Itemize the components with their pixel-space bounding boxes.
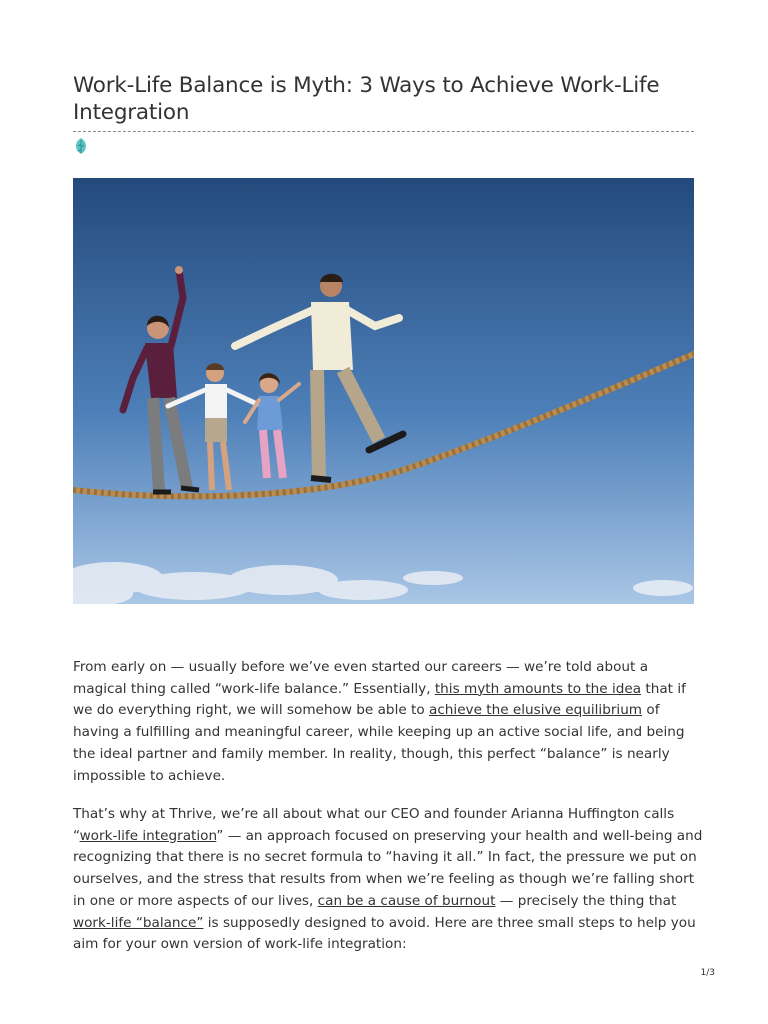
paragraph-text: — precisely the thing that xyxy=(495,892,677,909)
article-title: Work-Life Balance is Myth: 3 Ways to Achieve Work-Life Integration xyxy=(73,73,660,125)
intro-paragraph xyxy=(73,657,703,787)
hero-image xyxy=(73,178,694,604)
paragraph-text: ” — an approach focused on preserving your health and well-being and recognizing that there is no secret formula to “having it all.” In fact, the pressure we put on ourselves, and the stress that results from when we’re feeling as though we’re falling short in one or more aspects of our lives, xyxy=(73,827,703,909)
paragraph-text: From early on — usually before we’ve even started our careers — we’re told about a magical thing called “work-life balance.” Essentially, xyxy=(73,659,649,697)
thrive-leaf-icon xyxy=(73,137,89,155)
paragraph-text: that if we do everything right, we will somehow be able to xyxy=(73,680,686,719)
paragraph-text: of having a fulfilling and meaningful career, while keeping up an active social life, and being the ideal partner and family member. In reality, though, this perfect “balance” is nearly impossible to achieve. xyxy=(73,702,685,784)
paragraph-text: is supposedly designed to avoid. Here are three small steps to help you aim for your own version of work-life integration: xyxy=(73,914,696,953)
paragraph-text: That’s why at Thrive, we’re all about what our CEO and founder Arianna Huffington calls “ xyxy=(73,806,675,844)
equilibrium-link[interactable]: achieve the elusive equilibrium xyxy=(429,702,643,719)
page-number: 1/3 xyxy=(700,968,715,978)
burnout-link[interactable]: can be a cause of burnout xyxy=(317,892,496,909)
title-divider xyxy=(73,131,694,132)
work-life-integration-link[interactable]: work-life integration xyxy=(79,827,217,844)
thrive-paragraph xyxy=(73,804,703,956)
work-life-balance-link[interactable]: work-life “balance” xyxy=(73,914,204,931)
myth-idea-link[interactable]: this myth amounts to the idea xyxy=(434,680,642,697)
